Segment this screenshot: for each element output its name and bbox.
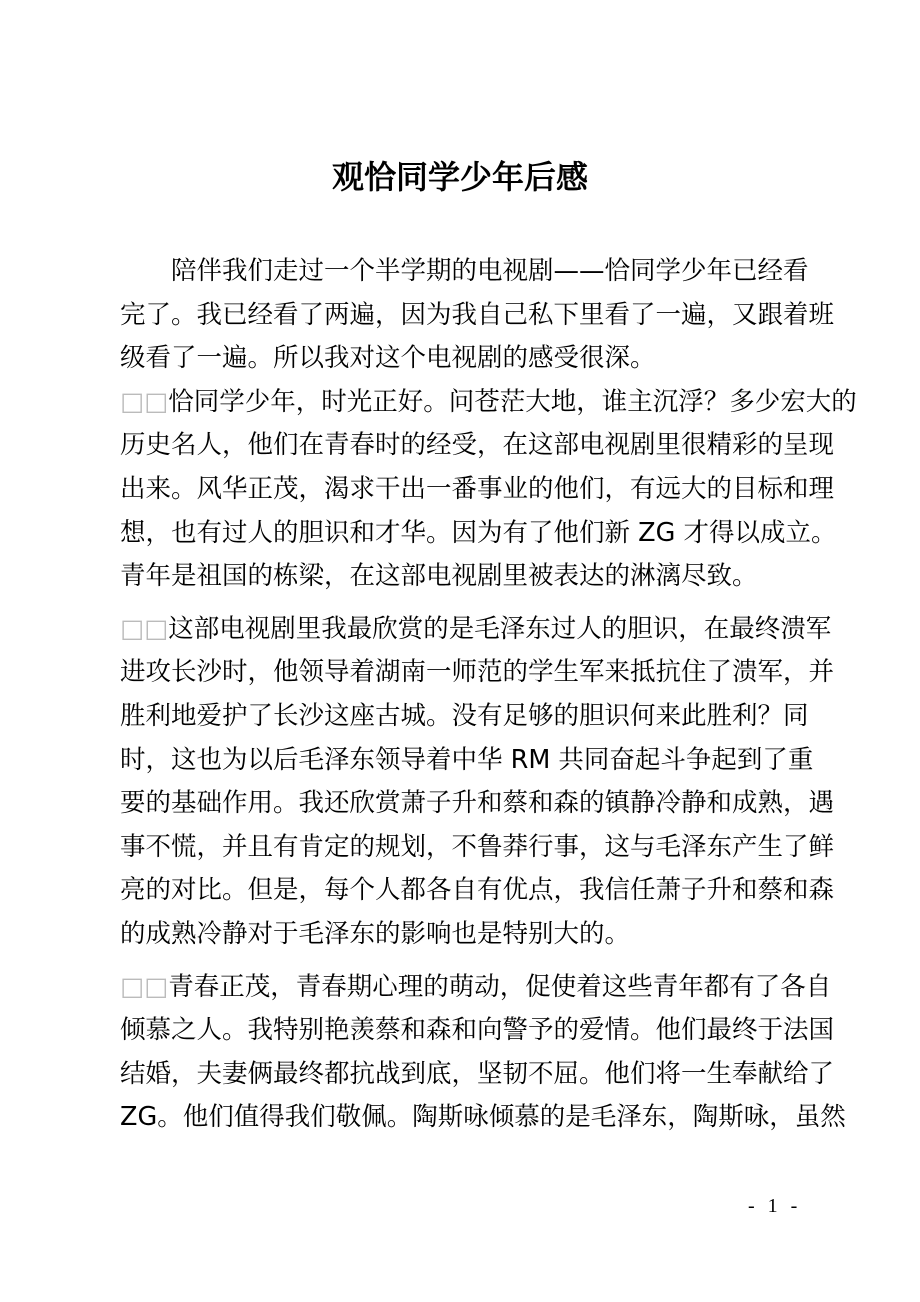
text-line: 历史名人，他们在青春时的经受，在这部电视剧里很精彩的呈现 (120, 430, 835, 461)
indent-marker: □□ (120, 971, 169, 1002)
document-title: 观恰同学少年后感 (331, 158, 588, 196)
text-line: 倾慕之人。我特别艳羡蔡和森和向警予的爱情。他们最终于法国 (120, 1015, 835, 1046)
text-line: 结婚，夫妻俩最终都抗战到底，坚韧不屈。他们将一生奉献给了 (120, 1058, 835, 1089)
text-line: 亮的对比。但是，每个人都各自有优点，我信任萧子升和蔡和森 (120, 875, 835, 906)
text-line: 出来。风华正茂，渴求干出一番事业的他们，有远大的目标和理 (120, 473, 835, 504)
text-line-content: 这部电视剧里我最欣赏的是毛泽东过人的胆识，在最终溃军 (168, 613, 832, 644)
text-line: 进攻长沙时，他领导着湖南一师范的学生军来抵抗住了溃军，并 (120, 657, 835, 688)
page-number: - 1 - (748, 1195, 802, 1217)
indent-marker: □□ (120, 386, 169, 417)
text-line (120, 608, 832, 652)
indent-marker: □□ (120, 613, 169, 644)
text-line: 想，也有过人的胆识和才华。因为有了他们新 ZG 才得以成立。 (120, 517, 837, 548)
text-line: 事不慌，并且有肯定的规划，不鲁莽行事，这与毛泽东产生了鲜 (120, 831, 835, 862)
text-line (120, 381, 857, 425)
text-line (120, 966, 832, 1010)
document-body (120, 250, 857, 1140)
text-line-content: 恰同学少年，时光正好。问苍茫大地，谁主沉浮？多少宏大的 (168, 386, 857, 417)
text-line: 时，这也为以后毛泽东领导着中华 RM 共同奋起斗争起到了重 (120, 744, 814, 775)
text-line-content: 青春正茂，青春期心理的萌动，促使着这些青年都有了各自 (168, 971, 832, 1002)
text-line: 完了。我已经看了两遍，因为我自己私下里看了一遍，又跟着班 (120, 299, 835, 330)
text-line: 青年是祖国的栋梁，在这部电视剧里被表达的淋漓尽致。 (120, 561, 758, 592)
text-line: 级看了一遍。所以我对这个电视剧的感受很深。 (120, 343, 656, 374)
paragraph-4 (120, 966, 846, 1140)
paragraph-2 (120, 381, 857, 599)
paragraph-1 (120, 250, 835, 381)
text-line: 胜利地爱护了长沙这座古城。没有足够的胆识何来此胜利？同 (120, 700, 809, 731)
text-line: 陪伴我们走过一个半学期的电视剧——恰同学少年已经看 (120, 256, 809, 286)
text-line: 的成熟冷静对于毛泽东的影响也是特别大的。 (120, 918, 631, 949)
paragraph-3 (120, 608, 835, 957)
text-line: ZG。他们值得我们敬佩。陶斯咏倾慕的是毛泽东，陶斯咏，虽然 (120, 1102, 846, 1133)
text-line: 要的基础作用。我还欣赏萧子升和蔡和森的镇静冷静和成熟，遇 (120, 788, 835, 819)
